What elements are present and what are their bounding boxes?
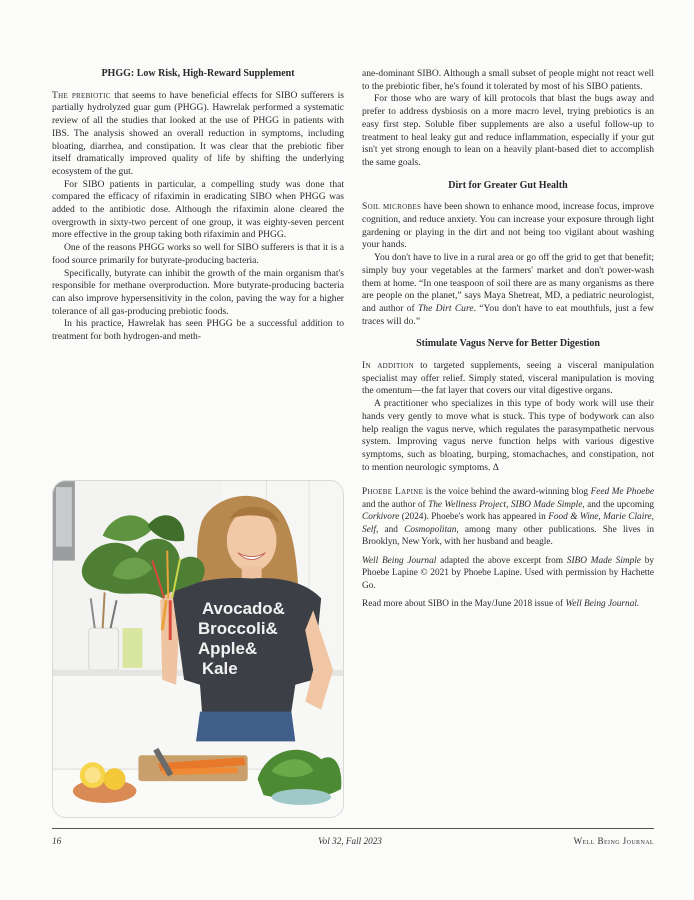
paragraph: A practitioner who specializes in this type of body work will use their hands very gently to move what is stuck. This type of bodywork can also help realign the vagus nerve, which regulates the parasympathetic nervous system. Improving vagus nerve function helps with various digestive symptoms, such as bloating, burping, stomachaches, and constipation, not to mention neurologic symptoms. Δ <box>362 398 654 473</box>
read-more-paragraph: Read more about SIBO in the May/June 2018 issue of Well Being Journal. <box>362 599 640 610</box>
paragraph: Specifically, butyrate can inhibit the growth of the main organism that's responsible for methane overproduction. More butyrate-producing bacteria can also improve hypersensitivity in the colon, paving the way for a higher tolerance of all gas-producing prebiotic foods. <box>52 267 344 317</box>
paragraph: ane-dominant SIBO. Although a small subset of people might not react well to the prebiotic fiber, he's found it tolerated by most of his SIBO patients. <box>362 68 654 92</box>
shirt-text-line-4: Kale <box>201 658 238 678</box>
book-title: The Dirt Cure <box>418 302 474 314</box>
section-heading-dirt: Dirt for Greater Gut Health <box>448 179 568 191</box>
page-number: 16 <box>52 836 62 846</box>
journal-name: Well Being Journal <box>573 836 654 846</box>
photo-illustration <box>53 481 343 817</box>
section-heading-phgg: PHGG: Low Risk, High-Reward Supplement <box>101 68 295 79</box>
paragraph: For SIBO patients in particular, a compelling study was done that compared the efficacy of rifaximin in eradicating SIBO when PHGG was added to the antibiotic dose. Although the rifaximin alone cleared the overgrowth in sixty-two percent of one group, it was eighty-seven percent more effective in the group taking both rifaximin and PHGG. <box>52 178 344 241</box>
author-photo <box>52 480 344 818</box>
bio-paragraph: Phoebe Lapine is the voice behind the award-winning blog Feed Me Phoebe and the author of The Wellness Project, SIBO Made Simple, and the upcoming Corkivore (2024). Phoebe's work has appeared in Food & Wine, Marie Claire, Self, and Cosmopolitan, among many other publications. She lives in Brooklyn, New York, with her husband and beagle. <box>362 487 654 548</box>
credit-paragraph: Well Being Journal adapted the above excerpt from SIBO Made Simple by Phoebe Lapine © 2021 by Phoebe Lapine. Used with permission by Hachette Go. <box>362 555 654 591</box>
footer-divider <box>52 828 654 829</box>
paragraph: One of the reasons PHGG works so well for SIBO sufferers is that it is a food source primarily for butyrate-producing bacteria. <box>52 242 344 266</box>
lead-in: The prebiotic <box>52 89 111 101</box>
paragraph: You don't have to live in a rural area or go off the grid to get that benefit; simply buy your vegetables at the farmers' market and don't power-wash them at home. “In one teaspoon of soil there are as many organisms as there are people on the planet,” says Maya Shetreat, MD, a pediatric neurologist, and author of The Dirt Cure. “You don't have to eat mouthfuls, just a few traces will do.” <box>362 252 654 327</box>
lead-in: In addition <box>362 360 414 372</box>
paragraph: Soil microbes have been shown to enhance mood, increase focus, improve cognition, and reduce anxiety. You can increase your exposure through light gardening or playing in the dirt and not being too vigilant about washing your hands. <box>362 201 654 251</box>
shirt-text-line-1: Avocado& <box>201 599 285 619</box>
volume-label: Vol 32, Fall 2023 <box>318 836 382 846</box>
left-column <box>52 68 344 344</box>
section-heading-vagus: Stimulate Vagus Nerve for Better Digestion <box>416 338 600 350</box>
author-bio <box>362 486 654 611</box>
paragraph: The prebiotic that seems to have beneficial effects for SIBO sufferers is partially hydrolyzed guar gum (PHGG). Hawrelak performed a systematic review of all the studies that looked at the use of PHGG in patients with IBS. The analysis showed an overall reduction in symptoms, including bloating, diarrhea, and constipation. It was clear that the prebiotic fiber itself dramatically improved quality of life by shifting the underlying ecosystem of the gut. <box>52 89 344 177</box>
paragraph: In addition to targeted supplements, seeing a visceral manipulation specialist may offer relief. Simply stated, visceral manipulation is moving the omentum—the fat layer that covers our vital digestive organs. <box>362 360 654 397</box>
paragraph: For those who are wary of kill protocols that blast the bugs away and prefer to address dysbiosis on a more macro level, trying prebiotics is an easy first step. Soluble fiber supplements are also a useful follow-up to treatment to heal leaky gut and reduce inflammation, especially if your gut isn't yet strong enough to lean on a heavily plant-based diet to accomplish the same goals. <box>362 93 654 168</box>
shirt-text-line-3: Apple& <box>197 638 258 658</box>
shirt-text-line-2: Broccoli& <box>197 619 278 639</box>
lead-in: Soil microbes <box>362 201 422 213</box>
paragraph: In his practice, Hawrelak has seen PHGG be a successful addition to treatment for both hydrogen-and meth- <box>52 318 344 343</box>
right-column <box>362 68 654 617</box>
